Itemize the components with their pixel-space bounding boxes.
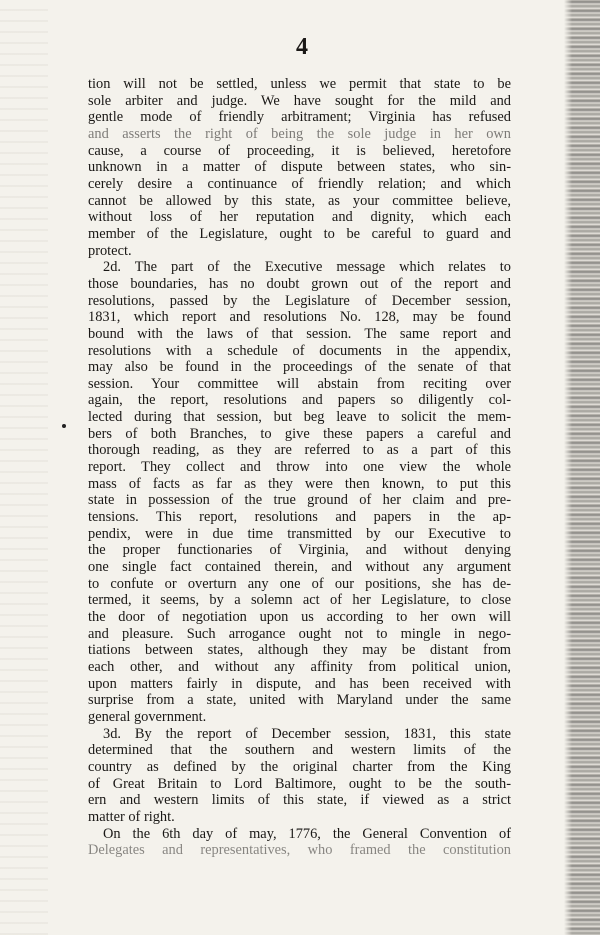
text-line: cannot be allowed by this state, as your committee believe, xyxy=(88,192,511,209)
text-line: bound with the laws of that session. The same report and xyxy=(88,325,511,342)
ink-mark xyxy=(62,424,66,428)
text-line: report. They collect and throw into one view the whole xyxy=(88,459,511,476)
right-margin-binding xyxy=(564,0,600,935)
text-line: resolutions with a schedule of documents in the appendix, xyxy=(88,342,511,359)
text-line: state in possession of the true ground of her claim and pre- xyxy=(88,492,511,509)
text-line: 3d. By the report of December session, 1831, this state xyxy=(103,725,511,742)
text-line: surprise from a state, united with Maryland under the same xyxy=(88,692,511,709)
text-line: tiations between states, although they may be distant from xyxy=(88,642,511,659)
text-line: without loss of her reputation and dignity, which each xyxy=(88,209,511,226)
text-line: country as defined by the original charter from the King xyxy=(88,758,511,775)
text-line: cerely desire a continuance of friendly relation; and which xyxy=(88,175,511,192)
text-line: matter of right. xyxy=(88,808,175,825)
text-line: resolutions, passed by the Legislature of December session, xyxy=(88,292,511,309)
text-line: each other, and without any affinity from political union, xyxy=(88,658,511,675)
text-line: member of the Legislature, ought to be careful to guard and xyxy=(88,225,511,242)
text-line: again, the report, resolutions and papers so diligently col- xyxy=(88,392,511,409)
text-line: may also be found in the proceedings of the senate of that xyxy=(88,359,511,376)
text-line: 1831, which report and resolutions No. 128, may be found xyxy=(88,309,511,326)
text-line: upon matters fairly in dispute, and has been received with xyxy=(88,675,511,692)
body-text xyxy=(88,76,511,859)
text-line: and asserts the right of being the sole judge in her own xyxy=(88,125,511,142)
text-line: termed, it seems, by a solemn act of her Legislature, to close xyxy=(88,592,511,609)
text-line: and pleasure. Such arrogance ought not to mingle in nego- xyxy=(88,625,511,642)
text-line: one single fact contained therein, and without any argument xyxy=(88,559,511,576)
text-line: determined that the southern and western limits of the xyxy=(88,742,511,759)
text-line: those boundaries, has no doubt grown out of the report and xyxy=(88,275,511,292)
text-line: tion will not be settled, unless we permit that state to be xyxy=(88,76,511,92)
text-line: On the 6th day of may, 1776, the General Convention of xyxy=(103,825,511,842)
text-line: thorough reading, as they are referred to as a part of this xyxy=(88,442,511,459)
text-line: bers of both Branches, to give these papers a careful and xyxy=(88,425,511,442)
text-line: cause, a course of proceeding, it is believed, heretofore xyxy=(88,142,511,159)
text-line: protect. xyxy=(88,242,132,259)
left-margin-binding xyxy=(0,0,48,935)
text-line: unknown in a matter of dispute between states, who sin- xyxy=(88,159,511,176)
text-line: general government. xyxy=(88,708,207,725)
text-line: 2d. The part of the Executive message which relates to xyxy=(103,259,511,276)
text-line: to confute or overturn any one of our positions, she has de- xyxy=(88,575,511,592)
page-number: 4 xyxy=(296,34,308,60)
text-line: pendix, were in due time transmitted by our Executive to xyxy=(88,525,511,542)
text-line: the door of negotiation upon us according to her own will xyxy=(88,609,511,625)
text-line: sole arbiter and judge. We have sought for the mild and xyxy=(88,92,511,109)
text-line: gentle mode of friendly arbitrament; Virginia has refused xyxy=(88,109,511,126)
text-line: session. Your committee will abstain from reciting over xyxy=(88,375,511,392)
text-line: tensions. This report, resolutions and papers in the ap- xyxy=(88,509,511,526)
text-line: mass of facts as far as they were then known, to put this xyxy=(88,475,511,492)
text-line: Delegates and representatives, who framed the constitution xyxy=(88,842,511,859)
text-line: of Great Britain to Lord Baltimore, ought to be the south- xyxy=(88,775,511,792)
text-line: the proper functionaries of Virginia, and without denying xyxy=(88,542,511,559)
text-line: lected during that session, but beg leave to solicit the mem- xyxy=(88,409,511,426)
text-line: ern and western limits of this state, if viewed as a strict xyxy=(88,792,511,809)
